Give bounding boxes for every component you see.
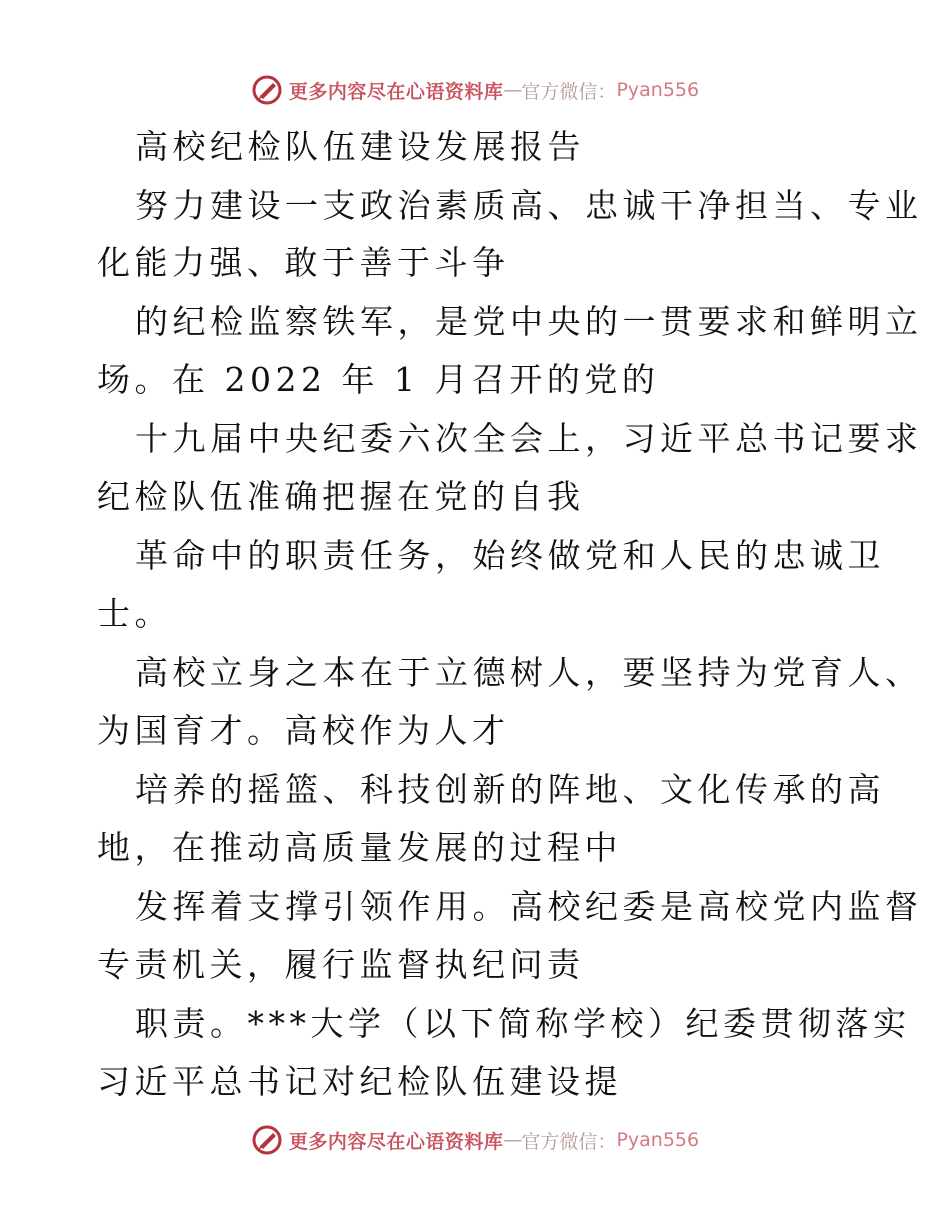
banner-main-text: 更多内容尽在心语资料库	[288, 1130, 504, 1153]
text-line: 高校立身之本在于立德树人，要坚持为党育人、	[135, 653, 923, 692]
text-line: 发挥着支撑引领作用。高校纪委是高校党内监督	[135, 887, 923, 926]
text-line: 努力建设一支政治素质高、忠诚干净担当、专业	[135, 186, 923, 225]
text-line: 士。	[97, 594, 172, 633]
text-line: 化能力强、敢于善于斗争	[97, 243, 510, 282]
banner-wechat-id: Pyan556	[616, 79, 700, 101]
banner-separator: —	[503, 79, 522, 101]
banner-separator: —	[503, 1129, 522, 1151]
footer-watermark	[0, 1120, 950, 1160]
text-line: 为国育才。高校作为人才	[97, 711, 510, 750]
logo-icon	[251, 1124, 283, 1156]
banner-wechat-label: 官方微信：	[521, 1130, 617, 1153]
text-line: 习近平总书记对纪检队伍建设提	[97, 1062, 622, 1101]
text-line: 培养的摇篮、科技创新的阵地、文化传承的高	[135, 770, 885, 809]
text-line: 十九届中央纪委六次全会上，习近平总书记要求	[135, 419, 923, 458]
text-line: 纪检队伍准确把握在党的自我	[97, 477, 585, 516]
text-line: 职责。***大学（以下简称学校）纪委贯彻落实	[135, 1004, 911, 1043]
banner-wechat-id: Pyan556	[616, 1129, 700, 1151]
document-title: 高校纪检队伍建设发展报告	[135, 127, 585, 166]
text-line: 革命中的职责任务，始终做党和人民的忠诚卫	[135, 536, 885, 575]
text-line: 专责机关，履行监督执纪问责	[97, 945, 585, 984]
text-line: 地，在推动高质量发展的过程中	[97, 828, 622, 867]
banner-wechat-label: 官方微信：	[521, 80, 617, 103]
text-line: 场。在 2022 年 1 月召开的党的	[97, 360, 660, 399]
text-line: 的纪检监察铁军，是党中央的一贯要求和鲜明立	[135, 302, 923, 341]
banner-main-text: 更多内容尽在心语资料库	[288, 80, 504, 103]
